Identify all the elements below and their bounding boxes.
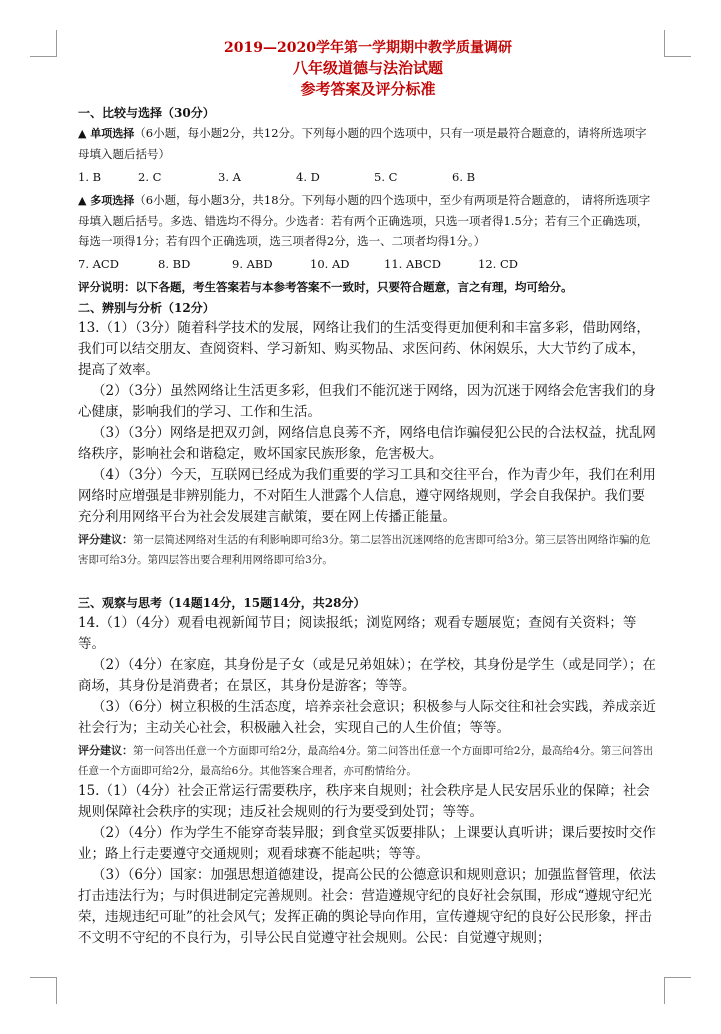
answer-item: 8. BD: [158, 257, 191, 271]
answer-item: 6. B: [452, 170, 476, 184]
section-2-heading: 二、辨别与分析（12分）: [78, 301, 215, 315]
q13-part3: （3）（3分）网络是把双刃剑，网络信息良莠不齐，网络电信诈骗侵犯公民的合法权益，扰乱网络秩序，影响社会和谐稳定，败坏国家民族形象，危害极大。: [78, 425, 656, 462]
note-text: 第一问答出任意一个方面即可给2分，最高给4分。第二问答出任意一个方面即可给2分，最高给4分。第三问答出任意一个方面即可给2分，最高给6分。其他答案合理者，亦可酌情给分。: [78, 745, 654, 777]
q15-part2: （2）（4分）作为学生不能穿奇装异服；到食堂买饭要排队；上课要认真听讲；课后要按时交作业；路上行走要遵守交通规则；观看球赛不能起哄；等等。: [78, 825, 656, 862]
note-label: 评分建议：: [78, 744, 133, 757]
q15-part1: 15.（1）（4分）社会正常运行需要秩序，秩序来自规则；社会秩序是人民安居乐业的保障；社会规则保障社会秩序的实现；违反社会规则的行为要受到处罚；等等。: [78, 783, 650, 820]
exam-title: 2019—2020学年第一学期期中教学质量调研: [224, 40, 512, 56]
q15-part3: （3）（6分）国家：加强思想道德建设，提高公民的公德意识和规则意识；加强监督管理，依法打击违法行为；与时俱进制定完善规则。社会：营造遵规守纪的良好社会氛围，形成“遵规守纪光荣，违规违纪可耻”的社会风气；发挥正确的舆论导向作用，宣传遵规守纪的良好公民形象，抨击不文明不守纪的不良行为，引导公民自觉遵守社会规则。公民：自觉遵守规则；: [78, 867, 656, 946]
crop-mark-bottom-left: [30, 977, 57, 1004]
section-1-heading: 一、比较与选择（30分）: [78, 106, 215, 120]
q14-part3: （3）（6分）树立积极的生活态度，培养亲社会意识；积极参与人际交往和社会实践，养成亲近社会行为；主动关心社会，积极融入社会，实现自己的人生价值；等等。: [78, 699, 656, 736]
multi-choice-answers: [78, 254, 658, 274]
answer-item: 1. B: [78, 170, 102, 184]
multi-choice-label: ▲ 多项选择: [78, 194, 135, 207]
answer-item: 9. ABD: [232, 257, 273, 271]
crop-mark-top-right: [664, 30, 691, 57]
answer-item: 2. C: [138, 170, 162, 184]
crop-mark-top-left: [30, 30, 57, 57]
answer-item: 5. C: [374, 170, 398, 184]
answer-item: 4. D: [296, 170, 320, 184]
q13-part2: （2）（3分）虽然网络让生活更多彩，但我们不能沉迷于网络，因为沉迷于网络会危害我们的身心健康，影响我们的学习、工作和生活。: [78, 383, 656, 420]
answer-item: 10. AD: [310, 257, 350, 271]
single-choice-desc: （6小题，每小题2分，共12分。下列每小题的四个选项中，只有一项是最符合题意的，请将所选项字母填入题后括号）: [78, 126, 647, 161]
multi-choice-desc: （6小题，每小题3分，共18分。下列每小题的四个选项中，至少有两项是符合题意的， 请将所选项字母填入题后括号。多选、错选均不得分。少选者：若有两个正确选项，只选一项者得1.5分；若有三个正确选项，每选一项得1分；若有四个正确选项，选三项者得2分，选一、二项者均得1分。）: [78, 193, 651, 248]
crop-mark-bottom-right: [664, 977, 691, 1004]
exam-subtitle: 八年级道德与法治试题: [292, 59, 443, 77]
section-3-heading: 三、观察与思考（14题14分，15题14分，共28分）: [78, 596, 366, 610]
answer-item: 12. CD: [478, 257, 518, 271]
q13-part1: 13.（1）（3分）随着科学技术的发展，网络让我们的生活变得更加便利和丰富多彩，借助网络，我们可以结交朋友、查阅资料、学习新知、购买物品、求医问药、休闲娱乐，大大节约了成本，提高了效率。: [78, 320, 650, 378]
q14-part1: 14.（1）（4分）观看电视新闻节目；阅读报纸；浏览网络；观看专题展览；查阅有关资料；等等。: [78, 615, 637, 652]
note-label: 评分建议：: [78, 533, 133, 546]
q13-part4: （4）（3分）今天，互联网已经成为我们重要的学习工具和交往平台，作为青少年，我们在利用网络时应增强是非辨别能力，不对陌生人泄露个人信息，遵守网络规则，学会自我保护。我们要充分利用网络平台为社会发展建言献策，要在网上传播正能量。: [78, 467, 656, 525]
q14-part2: （2）（4分）在家庭，其身份是子女（或是兄弟姐妹）；在学校，其身份是学生（或是同学）；在商场，其身份是消费者；在景区，其身份是游客；等等。: [78, 657, 656, 694]
q13-scoring-suggestion: [78, 530, 658, 570]
q14-scoring-suggestion: [78, 741, 658, 781]
single-choice-instructions: [78, 123, 658, 164]
single-choice-label: ▲ 单项选择: [78, 127, 135, 140]
document-content: [78, 36, 658, 949]
answer-key-title: 参考答案及评分标准: [300, 80, 436, 98]
multi-choice-instructions: [78, 190, 658, 251]
note-text: 第一层简述网络对生活的有利影响即可给3分。第二层答出沉迷网络的危害即可给3分。第三层答出网络诈骗的危害即可给3分。第四层答出要合理利用网络即可给3分。: [78, 534, 651, 566]
answer-item: 3. A: [218, 170, 241, 184]
single-choice-answers: [78, 167, 658, 187]
scoring-note: 评分说明：以下各题，考生答案若与本参考答案不一致时，只要符合题意，言之有理，均可给分。: [78, 280, 573, 294]
spacer: [78, 570, 658, 592]
answer-item: 7. ACD: [78, 257, 119, 271]
answer-item: 11. ABCD: [384, 257, 441, 271]
